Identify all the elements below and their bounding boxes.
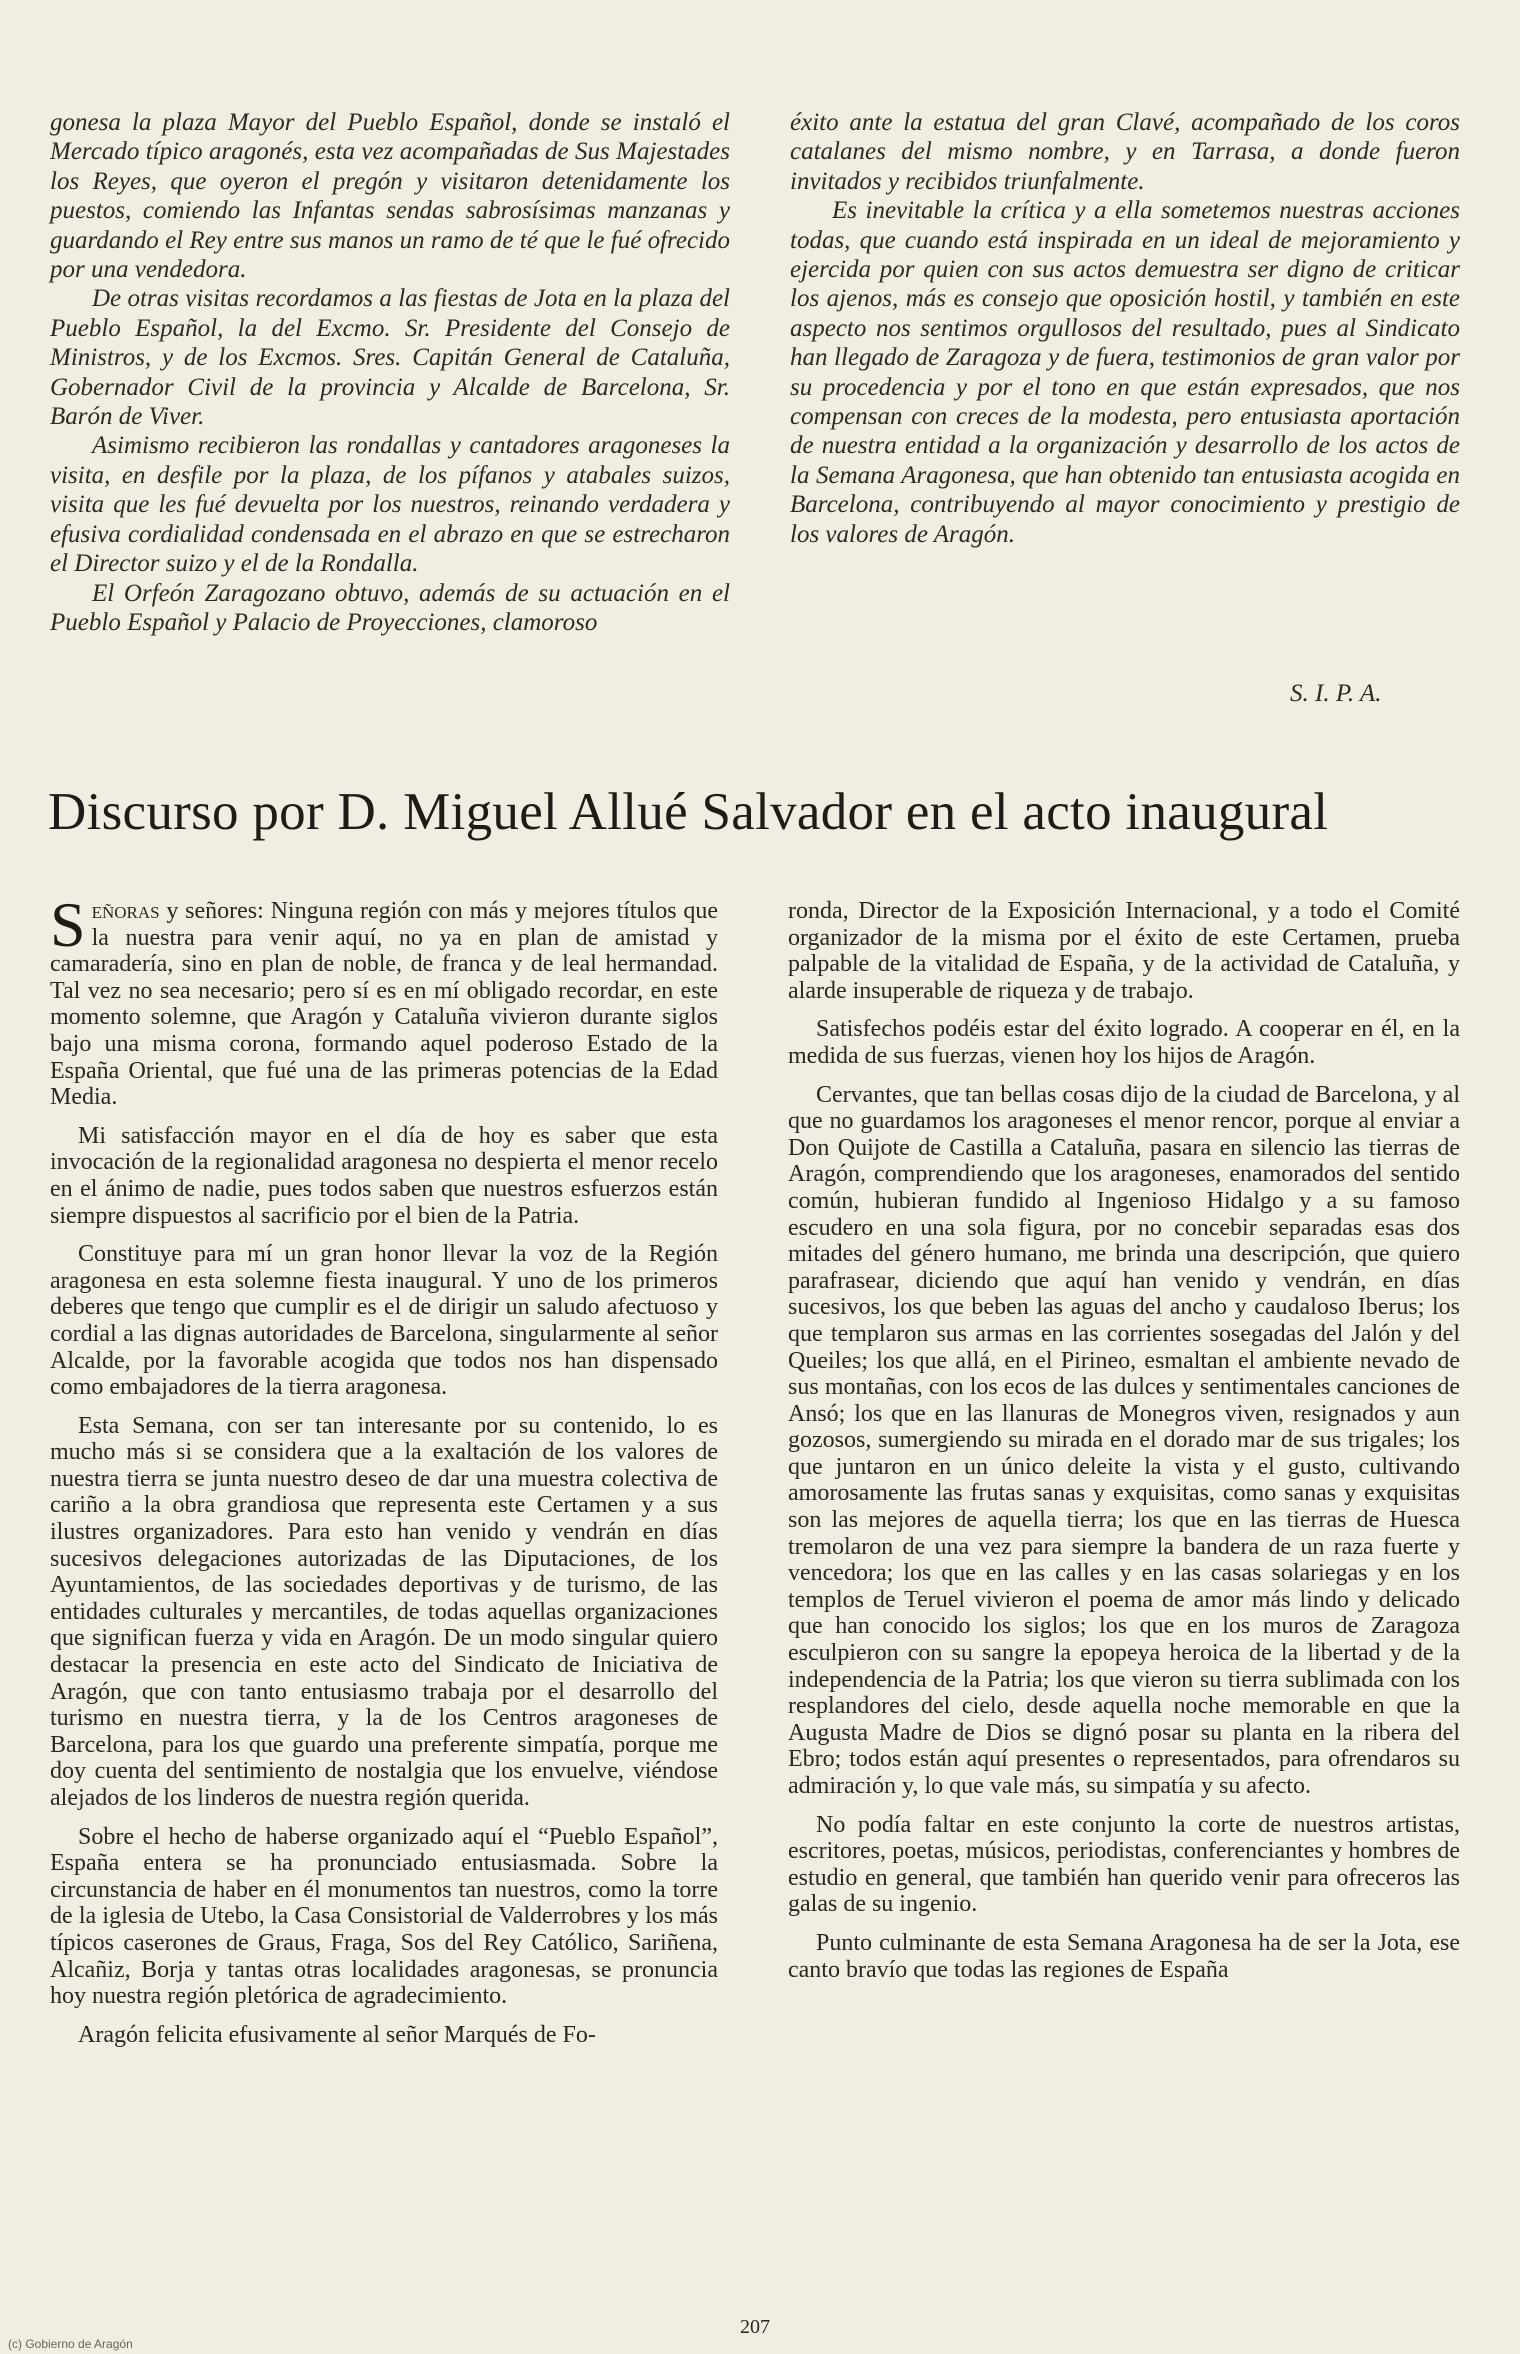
top-article-right-column — [790, 108, 1460, 549]
paragraph: Es inevitable la crítica y a ella sometemos nuestras acciones todas, que cuando está inspirada en un ideal de mejoramiento y ejercida por quien con sus actos demuestra ser digno de criticar los ajenos, más es consejo que oposición hostil, y también en este aspecto nos sentimos orgullosos del resultado, pues al Sindicato han llegado de Zaragoza y de fuera, testimonios de gran valor por su procedencia y por el tono en que están expresados, que nos compensan con creces de la modesta, pero entusiasta aportación de nuestra entidad a la organización y desarrollo de los actos de la Semana Aragonesa, que han obtenido tan entusiasta acogida en Barcelona, contribuyendo al mayor conocimiento y prestigio de los valores de Aragón. — [790, 197, 1460, 548]
paragraph: Cervantes, que tan bellas cosas dijo de la ciudad de Barcelona, y al que no guardamos los aragoneses el menor rencor, porque al enviar a Don Quijote de Castilla a Cataluña, pasara en silencio las tierras de Aragón, comprendiendo que los aragoneses, enamorados del sentido común, hubieran fundido al Ingenioso Hidalgo y a su famoso escudero en una sola figura, por no concebir separadas esas dos mitades del género humano, me brinda una descripción, que quiero parafrasear, diciendo que aquí han venido y vendrán, en días sucesivos, los que beben las aguas del ancho y caudaloso Iberus; los que templaron sus armas en las corrientes sosegadas del Jalón y del Queiles; los que allá, en el Pirineo, esmaltan el ambiente nevado de sus montañas, con los ecos de las dulces y sentimentales canciones de Ansó; los que en las llanuras de Monegros viven, resignados y aun gozosos, sumergiendo su mirada en el dorado mar de sus trigales; los que juntaron en un único deleite la vista y el gusto, cultivando amorosamente las frutas sanas y exquisitas, como sanas y exquisitas son las mejores de aquella tierra; los que en las tierras de Huesca tremolaron de una vez para siempre la bandera de un raza fuerte y vencedora; los que en las calles y en las casas solariegas y en los templos de Teruel vivieron el poema de amor más lindo y delicado que han conocido los siglos; los que en los muros de Zaragoza esculpieron con su sangre la epopeya heroica de la libertad y de la independencia de la Patria; los que vieron su tierra sublimada con los resplandores del cielo, desde aquella noche memorable en que la Augusta Madre de Dios se dignó posar su planta en la ribera del Ebro; todos están aquí presentes o representados, para ofrendaros su admiración y, lo que vale más, su simpatía y su afecto. — [788, 1081, 1460, 1799]
paragraph: Constituye para mí un gran honor llevar la voz de la Región aragonesa en esta solemne fiesta inaugural. Y uno de los primeros deberes que tengo que cumplir es el de dirigir un saludo afectuoso y cordial a las dignas autoridades de Barcelona, singularmente al señor Alcalde, por la favorable acogida que todos nos han dispensado como embajadores de la tierra aragonesa. — [50, 1241, 718, 1401]
paragraph: gonesa la plaza Mayor del Pueblo Español, donde se instaló el Mercado típico aragonés, esta vez acompañadas de Sus Majestades los Reyes, que oyeron el pregón y visitaron detenidamente los puestos, comiendo las Infantas sendas sabrosísimas manzanas y guardando el Rey entre sus manos un ramo de té que le fué ofrecido por una vendedora. — [50, 109, 730, 284]
paragraph: Satisfechos podéis estar del éxito logrado. A cooperar en él, en la medida de sus fuerzas, vienen hoy los hijos de Aragón. — [788, 1016, 1460, 1069]
opening-word: eñoras — [91, 898, 160, 924]
paragraph: Sobre el hecho de haberse organizado aquí el “Pueblo Español”, España entera se ha pronunciado entusiasmada. Sobre la circunstancia de haber en él monumentos tan nuestros, como la torre de la iglesia de Utebo, la Casa Consistorial de Valderrobres y los más típicos caserones de Graus, Fraga, Sos del Rey Católico, Sariñena, Alcañiz, Borja y tantas otras localidades aragonesas, se pronuncia hoy nuestra región pletórica de agradecimiento. — [50, 1823, 718, 2010]
page-number: 207 — [740, 2316, 770, 2338]
paragraph: Mi satisfacción mayor en el día de hoy es saber que esta invocación de la regionalidad aragonesa no despierta el menor recelo en el ánimo de nadie, pues todos saben que nuestros esfuerzos están siempre dispuestos al sacrificio por el bien de la Patria. — [50, 1122, 718, 1229]
speech-title: Discurso por D. Miguel Allué Salvador en el acto inaugural — [48, 783, 1329, 841]
copyright-notice: (c) Gobierno de Aragón — [8, 2337, 133, 2351]
speech-left-column — [50, 889, 718, 2060]
paragraph: Aragón felicita efusivamente al señor Marqués de Fo- — [78, 2021, 596, 2048]
paragraph: El Orfeón Zaragozano obtuvo, además de su actuación en el Pueblo Español y Palacio de Proyecciones, clamoroso — [50, 579, 730, 636]
speech-right-column — [788, 898, 1460, 1995]
article-signature: S. I. P. A. — [1290, 680, 1382, 707]
paragraph-text: y señores: Ninguna región con más y mejores títulos que la nuestra para venir aquí, no ya en plan de amistad y camaradería, sino en plan de noble, de franca y de leal hermandad. Tal vez no sea necesario; pero sí es en mí obligado recordar, en este momento solemne, que Aragón y Cataluña vivieron durante siglos bajo una misma corona, formando aquel poderoso Estado de la España Oriental, que fué una de las primeras potencias de la Edad Media. — [50, 898, 718, 1111]
paragraph: Punto culminante de esta Semana Aragonesa ha de ser la Jota, ese canto bravío que todas las regiones de España — [788, 1929, 1460, 1983]
paragraph: éxito ante la estatua del gran Clavé, acompañado de los coros catalanes del mismo nombre, y en Tarrasa, a donde fueron invitados y recibidos triunfalmente. — [790, 109, 1460, 195]
paragraph — [50, 889, 718, 1111]
paragraph: Asimismo recibieron las rondallas y cantadores aragoneses la visita, en desfile por la plaza, de los pífanos y atabales suizos, visita que les fué devuelta por los nuestros, reinando verdadera y efusiva cordialidad condensada en el abrazo en que se estrecharon el Director suizo y el de la Rondalla. — [50, 432, 730, 578]
paragraph: De otras visitas recordamos a las fiestas de Jota en la plaza del Pueblo Español, la del Excmo. Sr. Presidente del Consejo de Ministros, y de los Excmos. Sres. Capitán General de Cataluña, Gobernador Civil de la provincia y Alcalde de Barcelona, Sr. Barón de Viver. — [50, 285, 730, 431]
paragraph: No podía faltar en este conjunto la corte de nuestros artistas, escritores, poetas, músicos, periodistas, conferenciantes y hombres de estudio en general, que también han querido venir para ofreceros las galas de su ingenio. — [788, 1811, 1460, 1918]
paragraph: ronda, Director de la Exposición Internacional, y a todo el Comité organizador de la misma por el éxito de este Certamen, prueba palpable de la vitalidad de España, y de la actividad de Cataluña, y alarde insuperable de riqueza y de trabajo. — [788, 898, 1460, 1004]
paragraph: Esta Semana, con ser tan interesante por su contenido, lo es mucho más si se considera que a la exaltación de los valores de nuestra tierra se junta nuestro deseo de dar una muestra colectiva de cariño a la obra grandiosa que representa este Certamen y a sus ilustres organizadores. Para esto han venido y vendrán en días sucesivos delegaciones autorizadas de las Diputaciones, de los Ayuntamientos, de las sociedades deportivas y de turismo, de las entidades culturales y mercantiles, de todas aquellas organizaciones que significan fuerza y vida en Aragón. De un modo singular quiero destacar la presencia en este acto del Sindicato de Iniciativa de Aragón, que con tanto entusiasmo trabaja por el desarrollo del turismo en nuestra tierra, y la de los Centros aragoneses de Barcelona, para los que guardo una preferente simpatía, porque me doy cuenta del sentimiento de nostalgia que los envuelve, viéndose alejados de los linderos de nuestra región querida. — [50, 1412, 718, 1811]
top-article-left-column — [50, 108, 730, 637]
drop-cap: S — [50, 889, 86, 960]
